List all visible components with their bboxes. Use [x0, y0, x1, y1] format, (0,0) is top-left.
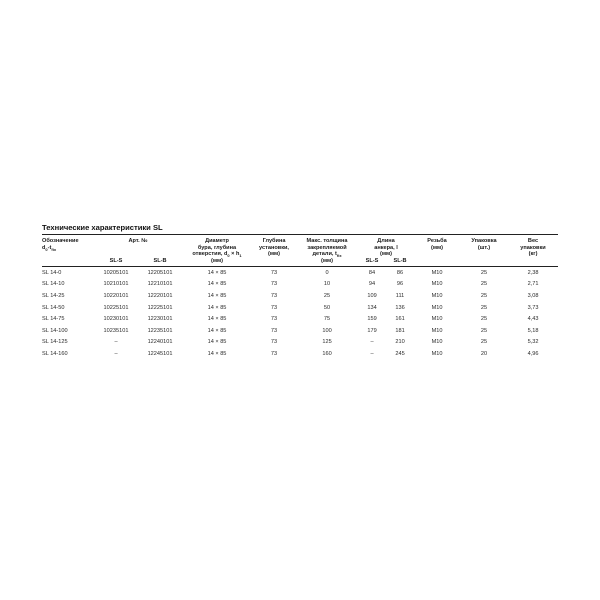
cell-art-sl-s: 10220101	[103, 293, 129, 300]
cell-length-sl-b: 181	[395, 327, 405, 334]
cell-length-sl-b: 210	[395, 339, 405, 346]
header-diameter: Диаметр бура, глубина отверстия, $d_0 \times h_1$ (мм)	[192, 238, 242, 264]
cell-tfix: 10	[323, 281, 331, 288]
cell-tfix: 75	[323, 316, 331, 323]
cell-length-sl-b: 86	[386, 267, 414, 279]
cell-depth: 73	[270, 351, 278, 358]
table-row	[42, 337, 558, 349]
cell-tfix: 25	[323, 293, 331, 300]
cell-weight: 2,38	[508, 267, 558, 279]
cell-depth: 73	[270, 327, 278, 334]
cell-length-sl-s: 159	[367, 316, 377, 323]
cell-designation: SL 14-75	[42, 316, 65, 323]
cell-weight: 3,08	[527, 293, 539, 300]
header-setting-depth: Глубина установки, (мм)	[259, 238, 289, 258]
cell-designation: SL 14-25	[42, 293, 65, 300]
cell-tfix: 125	[322, 339, 332, 346]
cell-depth: 73	[270, 339, 278, 346]
cell-length-sl-b: 111	[395, 293, 405, 300]
subheader-art-sl-b: SL-B	[153, 257, 167, 264]
cell-thread: M10	[431, 281, 443, 288]
cell-tfix: 160	[322, 351, 332, 358]
cell-package: 25	[480, 293, 488, 300]
cell-art-sl-b: 12235101	[147, 327, 173, 334]
cell-length-sl-s: 179	[367, 327, 377, 334]
subheader-length-sl-b: SL-B	[393, 257, 407, 264]
cell-art-sl-b: 12210101	[147, 281, 173, 288]
cell-weight: 5,32	[527, 339, 539, 346]
cell-length-sl-s: –	[370, 339, 374, 346]
cell-weight: 4,43	[527, 316, 539, 323]
table-row	[42, 279, 558, 291]
cell-diameter: 14 × 85	[207, 327, 227, 334]
cell-art-sl-b: 12245101	[147, 351, 173, 358]
cell-depth: 73	[270, 293, 278, 300]
cell-package: 25	[480, 339, 488, 346]
cell-tfix: 0	[296, 267, 358, 279]
header-package: Упаковка (шт.)	[471, 238, 497, 251]
header-length: Длина анкера, l (мм)	[374, 238, 398, 258]
cell-package: 20	[480, 351, 488, 358]
cell-thread: M10	[431, 327, 443, 334]
cell-package: 25	[460, 267, 508, 279]
cell-depth: 73	[252, 267, 296, 279]
cell-tfix: 50	[323, 304, 331, 311]
cell-package: 25	[480, 316, 488, 323]
table-row	[42, 302, 558, 314]
cell-designation: SL 14-10	[42, 281, 65, 288]
cell-thread: M10	[431, 293, 443, 300]
cell-weight: 5,18	[527, 327, 539, 334]
cell-diameter: 14 × 85	[207, 316, 227, 323]
cell-art-sl-b: 12225101	[147, 304, 173, 311]
cell-weight: 3,73	[527, 304, 539, 311]
subheader-length-sl-s: SL-S	[365, 257, 379, 264]
table-row	[42, 267, 558, 279]
cell-art-sl-s: 10230101	[103, 316, 129, 323]
cell-length-sl-s: –	[370, 351, 374, 358]
header-art-no: Арт. №	[128, 238, 148, 244]
cell-weight: 2,71	[527, 281, 539, 288]
cell-art-sl-s: 10225101	[103, 304, 129, 311]
cell-length-sl-b: 161	[395, 316, 405, 323]
cell-diameter: 14 × 85	[207, 293, 227, 300]
header-row	[42, 235, 558, 258]
spec-sheet	[42, 223, 558, 360]
cell-weight: 4,96	[527, 351, 539, 358]
header-designation: Обозначение $d_0-t_{fix}$	[42, 238, 79, 252]
cell-art-sl-s: 10205101	[94, 267, 138, 279]
subheader-art-sl-s: SL-S	[109, 257, 123, 264]
cell-depth: 73	[270, 316, 278, 323]
cell-diameter: 14 × 85	[182, 267, 252, 279]
cell-length-sl-b: 245	[395, 351, 405, 358]
cell-package: 25	[480, 327, 488, 334]
cell-thread: M10	[431, 339, 443, 346]
spec-table	[42, 235, 558, 360]
cell-art-sl-b: 12240101	[147, 339, 173, 346]
table-row	[42, 314, 558, 326]
table-row	[42, 325, 558, 337]
cell-length-sl-s: 84	[358, 267, 386, 279]
table-title: Технические характеристики SL	[42, 223, 163, 232]
table-row	[42, 349, 558, 361]
cell-designation: SL 14-0	[42, 267, 94, 279]
header-weight: Вес упаковки (кг)	[520, 238, 546, 258]
cell-depth: 73	[270, 281, 278, 288]
cell-art-sl-s: –	[114, 351, 118, 358]
header-max-thickness: Макс. толщина закрепляемой детали, $t_{fix}$ (мм)	[306, 238, 348, 264]
cell-designation: SL 14-100	[42, 327, 68, 334]
cell-thread: M10	[431, 351, 443, 358]
cell-length-sl-b: 96	[396, 281, 404, 288]
cell-thread: M10	[431, 304, 443, 311]
cell-package: 25	[480, 281, 488, 288]
header-thread: Резьба (мм)	[427, 238, 447, 251]
cell-designation: SL 14-125	[42, 339, 68, 346]
cell-art-sl-s: –	[114, 339, 118, 346]
cell-diameter: 14 × 85	[207, 339, 227, 346]
cell-tfix: 100	[322, 327, 332, 334]
cell-art-sl-b: 12205101	[138, 267, 182, 279]
cell-art-sl-b: 12230101	[147, 316, 173, 323]
cell-diameter: 14 × 85	[207, 281, 227, 288]
table-row	[42, 291, 558, 303]
cell-diameter: 14 × 85	[207, 304, 227, 311]
cell-art-sl-s: 10235101	[103, 327, 129, 334]
cell-art-sl-b: 12220101	[147, 293, 173, 300]
cell-diameter: 14 × 85	[207, 351, 227, 358]
cell-thread: M10	[414, 267, 460, 279]
cell-thread: M10	[431, 316, 443, 323]
cell-art-sl-s: 10210101	[103, 281, 129, 288]
cell-designation: SL 14-160	[42, 351, 68, 358]
cell-length-sl-b: 136	[395, 304, 405, 311]
cell-depth: 73	[270, 304, 278, 311]
cell-length-sl-s: 134	[367, 304, 377, 311]
cell-designation: SL 14-50	[42, 304, 65, 311]
cell-package: 25	[480, 304, 488, 311]
cell-length-sl-s: 109	[367, 293, 377, 300]
cell-length-sl-s: 94	[368, 281, 376, 288]
